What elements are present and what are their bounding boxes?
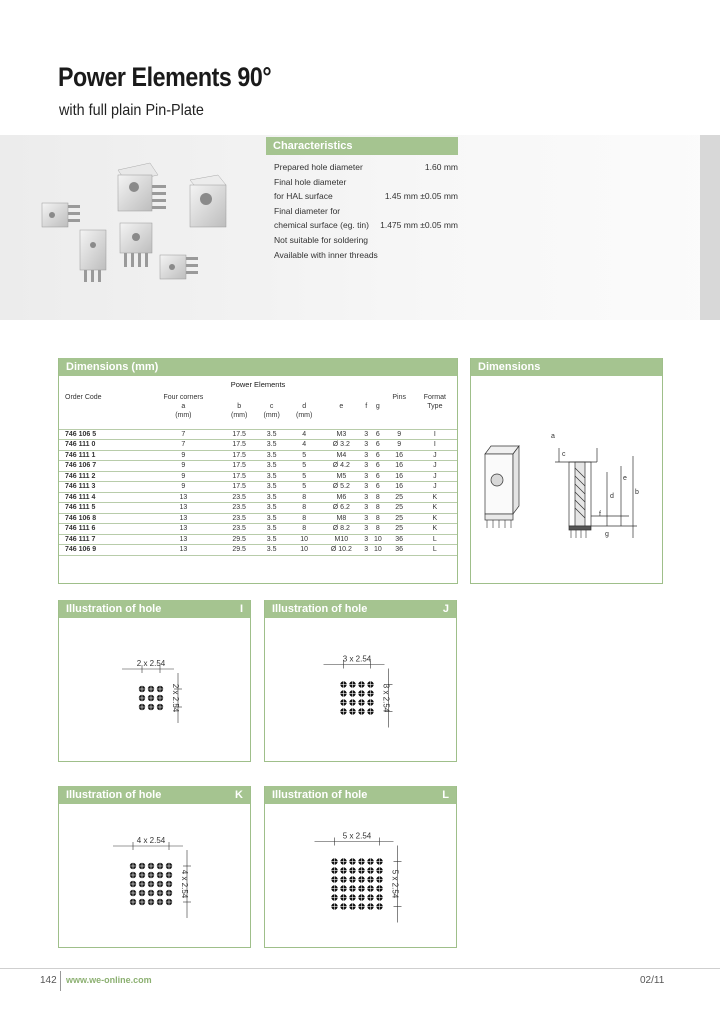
dim-label-f: f: [599, 511, 601, 518]
table-cell: 16: [395, 483, 404, 491]
table-row: [59, 524, 457, 535]
table-cell: 3: [364, 514, 369, 522]
table-cell: 16: [395, 451, 404, 459]
characteristics-heading: Characteristics: [266, 137, 458, 155]
table-cell: 3.5: [266, 430, 277, 438]
table-cell: 29.5: [232, 535, 246, 543]
hole-h-dim-label: 5 x 2.54: [342, 831, 372, 841]
characteristics-row: for HAL surface 1.45 mm ±0.05 mm: [274, 191, 458, 202]
table-row: [59, 534, 457, 545]
table-cell: Ø 8.2: [332, 525, 350, 533]
table-cell: 3.5: [266, 472, 277, 480]
table-cell: 3: [364, 493, 369, 501]
table-cell: 746 106 8: [65, 514, 97, 522]
table-cell: 8: [375, 493, 380, 501]
table-cell: I: [433, 441, 436, 449]
table-cell: M6: [336, 493, 347, 501]
table-cell: 746 111 7: [65, 535, 96, 543]
table-cell: Ø 3.2: [332, 441, 350, 449]
table-cell: 17.5: [232, 472, 246, 480]
hole-drawing-K: [59, 804, 250, 948]
table-cell: 13: [179, 504, 188, 512]
table-cell: 10: [300, 535, 309, 543]
table-row: [59, 513, 457, 524]
dim-label-g: g: [605, 531, 609, 538]
power-elements-group-title: Power Elements: [230, 380, 286, 389]
table-cell: 746 111 3: [65, 483, 96, 491]
dim-label-e: e: [623, 475, 627, 482]
table-cell: 3: [364, 504, 369, 512]
table-row: [59, 471, 457, 482]
characteristics-panel: [266, 137, 458, 262]
table-cell: 10: [373, 535, 382, 543]
table-cell: 13: [179, 493, 188, 501]
table-cell: 7: [181, 430, 186, 438]
table-cell: 8: [302, 525, 307, 533]
table-cell: 746 111 5: [65, 504, 96, 512]
table-cell: 3.5: [266, 535, 277, 543]
table-cell: M5: [336, 472, 347, 480]
column-header-four_corners: Four corners a (mm): [163, 394, 204, 419]
table-cell: 3: [364, 451, 369, 459]
hole-v-dim-label: 2 x 2.54: [171, 683, 180, 713]
table-cell: 9: [181, 451, 186, 459]
characteristics-list: [266, 155, 458, 262]
dimensions-table-heading: Dimensions (mm): [59, 358, 457, 376]
website-link[interactable]: www.we-online.com: [66, 975, 152, 985]
footer-date: 02/11: [640, 975, 665, 986]
column-header-f: f: [365, 403, 368, 410]
table-cell: 9: [181, 462, 186, 470]
table-cell: 3.5: [266, 493, 277, 501]
table-cell: 3.5: [266, 504, 277, 512]
table-cell: 3: [364, 525, 369, 533]
table-cell: 23.5: [232, 525, 246, 533]
column-header-e: e: [339, 403, 344, 410]
table-cell: 3.5: [266, 525, 277, 533]
table-cell: 3: [364, 483, 369, 491]
table-row: [59, 503, 457, 514]
table-cell: 13: [179, 514, 188, 522]
table-cell: 6: [375, 472, 380, 480]
hole-h-dim-label: 3 x 2.54: [342, 654, 372, 664]
table-row: [59, 545, 457, 556]
dimensions-table: [59, 393, 457, 556]
product-photo: [0, 135, 260, 320]
table-cell: 746 106 7: [65, 462, 97, 470]
hole-illustration-I: [58, 600, 251, 762]
table-cell: 25: [395, 504, 404, 512]
table-cell: 746 111 6: [65, 525, 96, 533]
table-cell: K: [432, 504, 438, 512]
table-cell: 5: [302, 451, 307, 459]
table-cell: J: [433, 462, 437, 470]
table-cell: 4: [302, 441, 307, 449]
hole-drawing-L: [265, 804, 456, 948]
table-cell: K: [432, 525, 438, 533]
table-cell: 25: [395, 514, 404, 522]
table-cell: 3.5: [266, 462, 277, 470]
dim-label-a: a: [551, 433, 555, 440]
hole-v-dim-label: 4 x 2.54: [180, 869, 189, 899]
hole-heading: Illustration of hole: [66, 789, 162, 801]
table-cell: 746 111 2: [65, 472, 96, 480]
page-title: Power Elements 90°: [58, 62, 272, 92]
table-cell: 13: [179, 535, 188, 543]
table-cell: 3.5: [266, 441, 277, 449]
table-cell: 8: [302, 514, 307, 522]
table-row: [59, 429, 457, 440]
table-cell: 9: [181, 472, 186, 480]
table-cell: 6: [375, 441, 380, 449]
table-cell: 36: [395, 546, 404, 554]
hole-format: J: [442, 603, 449, 615]
table-cell: 3.5: [266, 514, 277, 522]
table-cell: 746 111 1: [65, 451, 96, 459]
table-cell: K: [432, 493, 438, 501]
table-row: [59, 461, 457, 472]
table-cell: Ø 6.2: [332, 504, 350, 512]
table-cell: 6: [375, 483, 380, 491]
table-cell: 16: [395, 462, 404, 470]
column-header-b: b (mm): [230, 403, 248, 419]
table-cell: 7: [181, 441, 186, 449]
table-cell: 9: [397, 441, 402, 449]
hole-heading: Illustration of hole: [272, 789, 368, 801]
characteristics-row: chemical surface (eg. tin) 1.475 mm ±0.05 mm: [274, 220, 458, 231]
column-header-order_code: Order Code: [65, 394, 102, 401]
table-cell: 746 106 9: [65, 546, 97, 554]
table-cell: 23.5: [232, 493, 246, 501]
table-cell: 8: [302, 504, 307, 512]
dimension-drawing-heading: Dimensions: [471, 358, 662, 376]
table-cell: 6: [375, 430, 380, 438]
table-cell: 23.5: [232, 504, 246, 512]
table-row: [59, 482, 457, 493]
table-cell: 3: [364, 430, 369, 438]
column-header-d: d (mm): [296, 403, 313, 419]
table-cell: L: [432, 535, 437, 543]
dim-label-c: c: [562, 451, 566, 458]
hole-illustration-J: [264, 600, 457, 762]
table-cell: 36: [395, 535, 404, 543]
table-cell: 746 111 4: [65, 493, 96, 501]
table-cell: 10: [373, 546, 382, 554]
table-cell: 17.5: [232, 441, 246, 449]
hole-illustration-K: [58, 786, 251, 948]
table-cell: K: [432, 514, 438, 522]
table-cell: 6: [375, 462, 380, 470]
table-cell: 746 111 0: [65, 441, 96, 449]
table-cell: 13: [179, 525, 188, 533]
table-cell: 746 106 5: [65, 430, 97, 438]
table-cell: 29.5: [232, 546, 246, 554]
footer-divider: [0, 968, 720, 969]
dim-label-d: d: [610, 493, 614, 500]
table-cell: L: [432, 546, 437, 554]
footer-separator: [60, 971, 61, 991]
table-cell: M8: [336, 514, 347, 522]
table-row: [59, 450, 457, 461]
table-cell: 17.5: [232, 451, 246, 459]
table-cell: 3.5: [266, 451, 277, 459]
table-cell: 3: [364, 462, 369, 470]
table-cell: 13: [179, 546, 188, 554]
table-cell: 16: [395, 472, 404, 480]
table-cell: 17.5: [232, 430, 246, 438]
column-header-g: g: [375, 403, 380, 410]
table-cell: 9: [181, 483, 186, 491]
table-cell: 3: [364, 535, 369, 543]
table-cell: 8: [375, 514, 380, 522]
table-cell: J: [433, 451, 437, 459]
dimension-drawing: [471, 376, 662, 582]
table-cell: 8: [302, 493, 307, 501]
hole-format: K: [235, 789, 243, 801]
column-header-pins: Pins: [392, 394, 406, 401]
table-row: [59, 492, 457, 503]
table-cell: M3: [336, 430, 347, 438]
dimension-drawing-panel: [470, 358, 663, 584]
table-cell: M10: [334, 535, 349, 543]
hole-drawing-I: [59, 618, 250, 762]
hole-v-dim-label: 3 x 2.54: [381, 683, 391, 713]
column-header-format: Format Type: [423, 394, 446, 410]
table-cell: 6: [375, 451, 380, 459]
column-header-c: c (mm): [263, 403, 280, 419]
table-cell: 5: [302, 483, 307, 491]
table-cell: 3: [364, 546, 369, 554]
table-cell: 10: [300, 546, 309, 554]
page-subtitle: with full plain Pin-Plate: [59, 102, 204, 119]
table-cell: 17.5: [232, 462, 246, 470]
hole-illustration-L: [264, 786, 457, 948]
table-cell: 8: [375, 504, 380, 512]
table-cell: J: [433, 483, 437, 491]
hole-format: I: [239, 603, 243, 615]
hole-v-dim-label: 5 x 2.54: [390, 869, 400, 899]
table-cell: I: [433, 430, 436, 438]
table-cell: 3: [364, 441, 369, 449]
hole-drawing-J: [265, 618, 456, 762]
table-cell: 3.5: [266, 546, 277, 554]
hero-edge: [700, 135, 720, 320]
dim-label-b: b: [635, 489, 639, 496]
table-row: [59, 440, 457, 451]
table-cell: Ø 10.2: [330, 546, 352, 554]
table-cell: Ø 5.2: [332, 483, 350, 491]
characteristics-row: Available with inner threads: [274, 249, 378, 260]
table-cell: 5: [302, 472, 307, 480]
table-cell: 23.5: [232, 514, 246, 522]
page-number: 142: [40, 975, 57, 986]
hole-h-dim-label: 2 x 2.54: [136, 659, 166, 668]
table-cell: 5: [302, 462, 307, 470]
table-cell: Ø 4.2: [332, 462, 350, 470]
table-cell: 4: [302, 430, 307, 438]
characteristics-row: Final diameter for: [274, 205, 341, 216]
table-cell: 3.5: [266, 483, 277, 491]
dimensions-table-panel: [58, 358, 458, 584]
characteristics-row: Final hole diameter: [274, 176, 347, 187]
table-cell: 3: [364, 472, 369, 480]
hole-format: L: [442, 789, 449, 801]
table-cell: M4: [336, 451, 347, 459]
table-cell: 8: [375, 525, 380, 533]
table-cell: 25: [395, 493, 404, 501]
table-cell: 17.5: [232, 483, 246, 491]
table-cell: 9: [397, 430, 402, 438]
hole-heading: Illustration of hole: [66, 603, 162, 615]
table-cell: J: [433, 472, 437, 480]
table-cell: 25: [395, 525, 404, 533]
hole-heading: Illustration of hole: [272, 603, 368, 615]
characteristics-row: Prepared hole diameter 1.60 mm: [274, 162, 458, 172]
characteristics-row: Not suitable for soldering: [274, 234, 369, 245]
hole-h-dim-label: 4 x 2.54: [136, 836, 166, 845]
